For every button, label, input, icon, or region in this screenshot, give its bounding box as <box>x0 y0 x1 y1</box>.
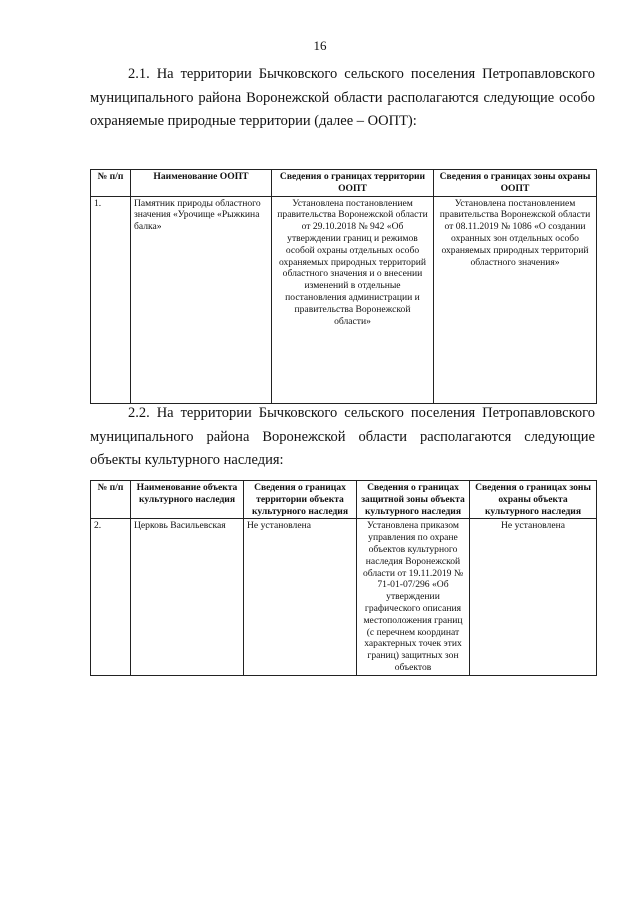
page-number: 16 <box>313 38 327 53</box>
oopt-cell-territory-bounds: Установлена постановлением правительства Воронежской области от 29.10.2018 № 942 «Об утверждении границ и режимов особой охраны отдельных особо охраняемых природных территорий областного значения и о внесении изменений в отдельные постановления администрации и правительства Воронежской области» <box>272 196 434 403</box>
oopt-header-number: № п/п <box>91 170 131 197</box>
heritage-header-name: Наименование объекта культурного наследия <box>131 481 244 519</box>
oopt-header-zone-bounds: Сведения о границах зоны охраны ООПТ <box>434 170 597 197</box>
oopt-header-territory-bounds: Сведения о границах территории ООПТ <box>272 170 434 197</box>
heritage-header-territory-bounds: Сведения о границах территории объекта культурного наследия <box>244 481 357 519</box>
heritage-header-number: № п/п <box>91 481 131 519</box>
paragraph-2-2-text: 2.2. На территории Бычковского сельского поселения Петропавловского муниципального района Воронежской области располагаются следующие объекты культурного наследия: <box>90 405 595 468</box>
paragraph-2-2 <box>90 402 595 473</box>
table-row <box>91 196 597 403</box>
paragraph-2-1-text: 2.1. На территории Бычковского сельского поселения Петропавловского муниципального района Воронежской области располагаются следующие особо охраняемые природные территории (далее – ООПТ): <box>90 66 595 129</box>
oopt-table <box>90 169 597 404</box>
oopt-table-header-row <box>91 170 597 197</box>
heritage-table <box>90 480 597 676</box>
heritage-cell-name: Церковь Васильевская <box>131 519 244 675</box>
heritage-header-protection-zone: Сведения о границах зоны охраны объекта культурного наследия <box>470 481 597 519</box>
oopt-cell-number: 1. <box>91 196 131 403</box>
heritage-table-header-row <box>91 481 597 519</box>
paragraph-2-1 <box>90 63 595 134</box>
oopt-header-name: Наименование ООПТ <box>131 170 272 197</box>
heritage-cell-protection-zone: Не установлена <box>470 519 597 675</box>
oopt-cell-name: Памятник природы областного значения «Урочище «Рыжкина балка» <box>131 196 272 403</box>
heritage-cell-territory-bounds: Не установлена <box>244 519 357 675</box>
oopt-cell-zone-bounds: Установлена постановлением правительства Воронежской области от 08.11.2019 № 1086 «О создании охранных зон отдельных особо охраняемых природных территорий областного значения» <box>434 196 597 403</box>
heritage-cell-protective-zone: Установлена приказом управления по охране объектов культурного наследия Воронежской области от 19.11.2019 № 71-01-07/296 «Об утверждении графического описания местоположения границ (с перечнем координат характерных точек этих границ) защитных зон объектов <box>357 519 470 675</box>
table-row <box>91 519 597 675</box>
heritage-cell-number: 2. <box>91 519 131 675</box>
heritage-header-protective-zone: Сведения о границах защитной зоны объекта культурного наследия <box>357 481 470 519</box>
